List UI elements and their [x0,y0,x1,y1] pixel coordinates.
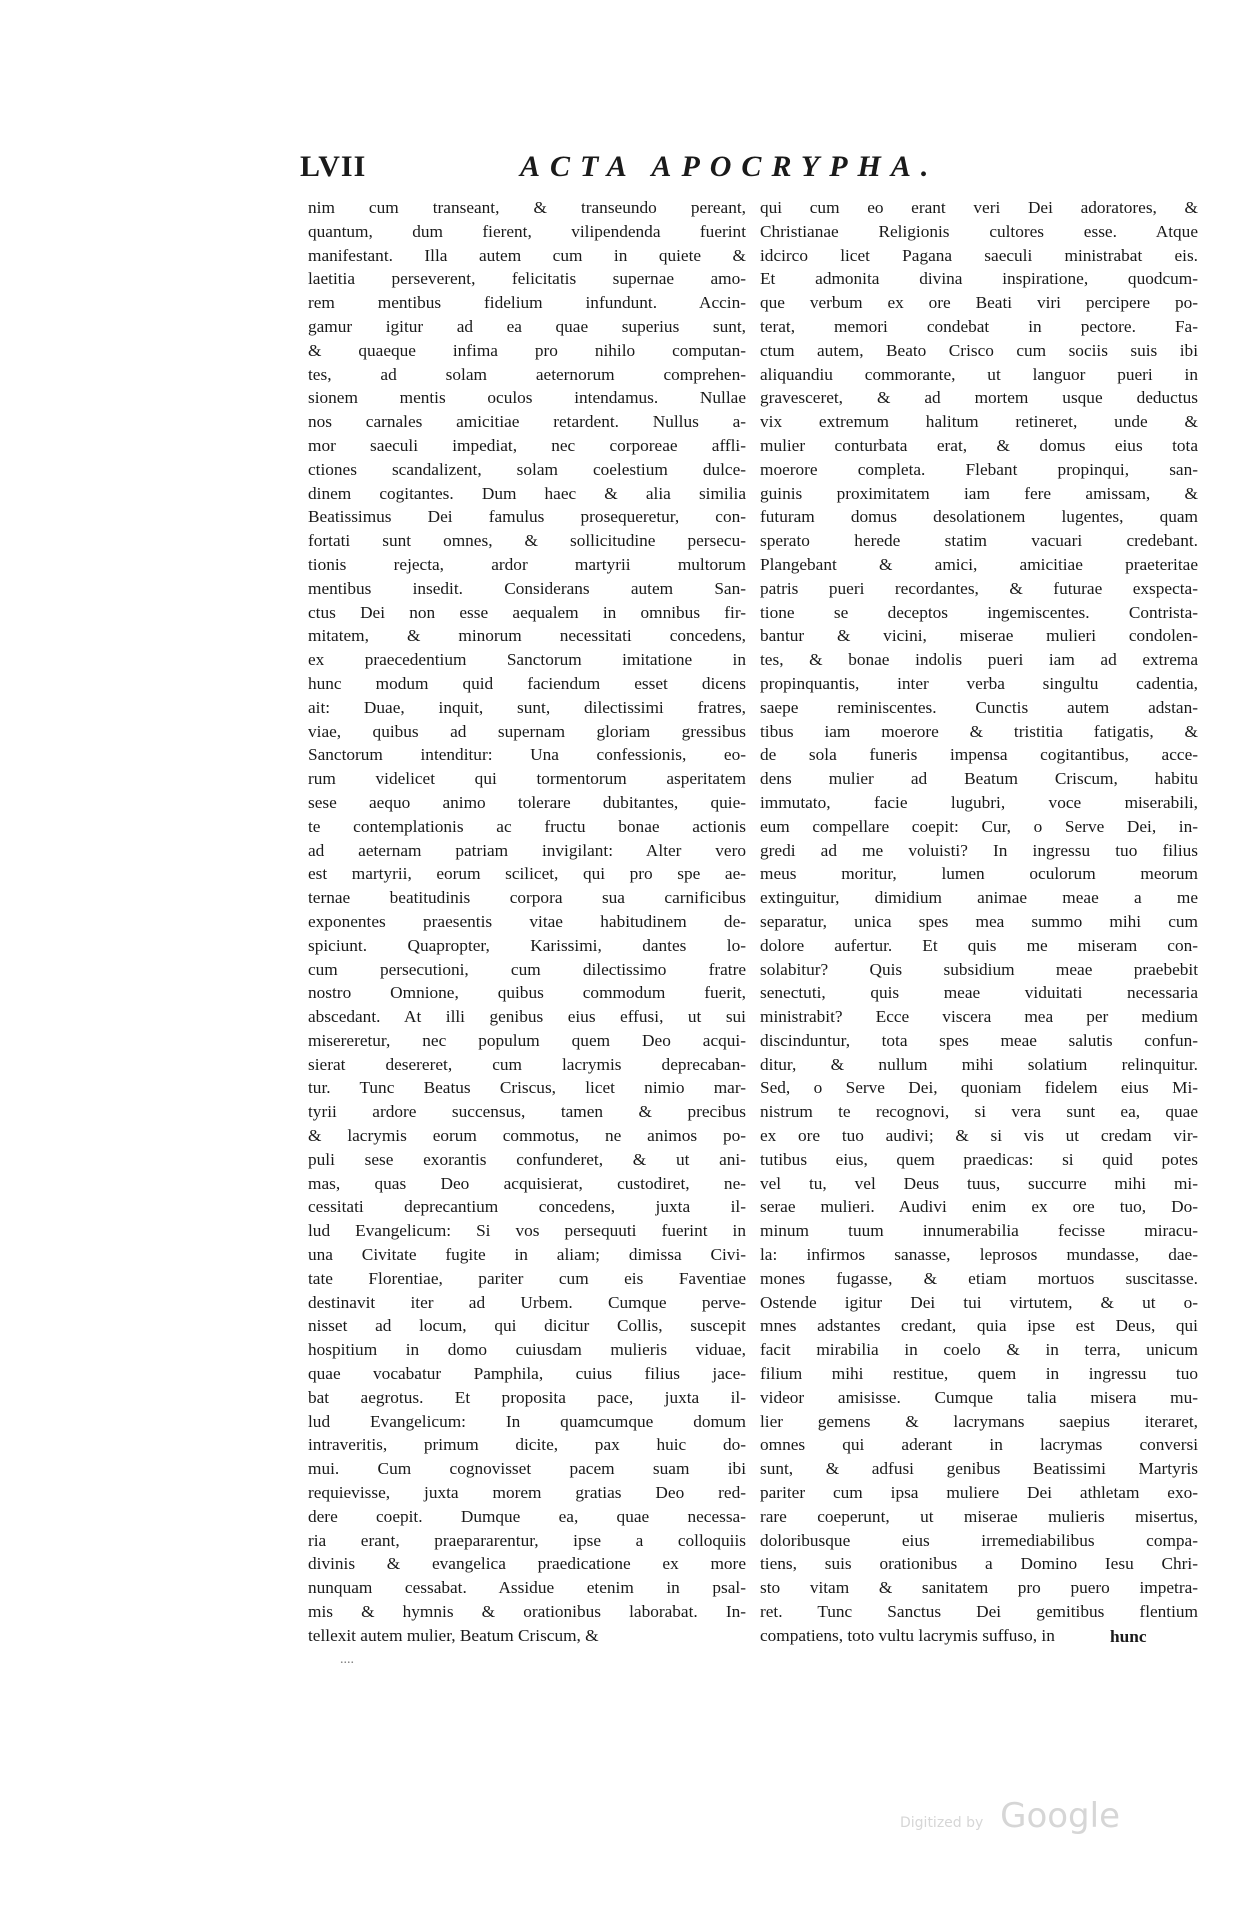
text-line: gredi ad me voluisti? In ingressu tuo filius [760,840,1198,860]
text-line: de sola funeris impensa cogitantibus, acce- [760,745,1198,765]
text-line: mitatem, & minorum necessitati concedens, [308,626,746,646]
text-line: destinavit iter ad Urbem. Cumque perve- [308,1292,746,1312]
text-line: sto vitam & sanitatem pro puero impetra- [760,1578,1198,1598]
text-line: tur. Tunc Beatus Criscus, licet nimio mar- [308,1078,746,1098]
text-line: Et admonita divina inspiratione, quodcum- [760,269,1198,289]
text-line: Ostende igitur Dei tui virtutem, & ut o- [760,1292,1198,1312]
text-line: aliquandiu commorante, ut languor pueri in [760,364,1198,384]
text-line: filium mihi restitue, quem in ingressu tuo [760,1364,1198,1384]
text-line: saepe reminiscentes. Cunctis autem adstan- [760,697,1198,717]
text-line: patris pueri recordantes, & futurae exspecta- [760,578,1198,598]
watermark-prefix: Digitized by [900,1815,984,1831]
text-line: mulier conturbata erat, & domus eius tota [760,435,1198,455]
text-line: meus moritur, lumen oculorum meorum [760,864,1198,884]
text-line: facit mirabilia in coelo & in terra, unicum [760,1340,1198,1360]
text-line: sperato herede statim vacuari credebant. [760,531,1198,551]
text-line: gravesceret, & ad mortem usque deductus [760,388,1198,408]
text-line: mor saeculi impediat, nec corporeae affli- [308,435,746,455]
text-line: rem mentibus fidelium infundunt. Accin- [308,293,746,313]
catchword: hunc [1110,1627,1147,1646]
text-line: viae, quibus ad supernam gloriam gressibus [308,721,746,741]
text-line: requievisse, juxta morem gratias Deo red- [308,1483,746,1503]
text-line: est martyrii, eorum scilicet, qui pro spe ae- [308,864,746,884]
text-line: Sed, o Serve Dei, quoniam fidelem eius Mi- [760,1078,1198,1098]
text-line: videor amisisse. Cumque talia misera mu- [760,1387,1198,1407]
text-line: nunquam cessabat. Assidue etenim in psal- [308,1578,746,1598]
text-line: moerore completa. Flebant propinqui, san- [760,459,1198,479]
text-line: & lacrymis eorum commotus, ne animos po- [308,1126,746,1146]
text-line: la: infirmos sanasse, leprosos mundasse, dae- [760,1245,1198,1265]
text-line: ternae beatitudinis corpora sua carnificibus [308,888,746,908]
text-line: sese aequo animo tolerare dubitantes, quie- [308,792,746,812]
text-line: bantur & vicini, miserae mulieri condolen- [760,626,1198,646]
text-line: Plangebant & amici, amicitiae praeteritae [760,554,1198,574]
text-line: nos carnales amicitiae retardent. Nullus a- [308,412,746,432]
text-line: minum tuum innumerabilia fecisse miracu- [760,1221,1198,1241]
text-line: Christianae Religionis cultores esse. Atque [760,221,1198,241]
text-line: guinis proximitatem iam fere amissam, & [760,483,1198,503]
text-line: sunt, & adfusi genibus Beatissimi Martyris [760,1459,1198,1479]
text-line: nistrum te recognovi, si vera sunt ea, quae [760,1102,1198,1122]
text-line: manifestant. Illa autem cum in quiete & [308,245,746,265]
text-line: quae vocabatur Pamphila, cuius filius jace- [308,1364,746,1384]
text-line: spiciunt. Quapropter, Karissimi, dantes lo- [308,935,746,955]
text-line: dere coepit. Dumque ea, quae necessa- [308,1506,746,1526]
text-line: eum compellare coepit: Cur, o Serve Dei, in- [760,816,1198,836]
text-line: ait: Duae, inquit, sunt, dilectissimi fratres, [308,697,746,717]
text-line: abscedant. At illi genibus eius effusi, ut sui [308,1007,746,1027]
text-line: rare coeperunt, ut miserae mulieris misertus, [760,1506,1198,1526]
text-line: cum persecutioni, cum dilectissimo fratre [308,959,746,979]
text-line: & quaeque infima pro nihilo computan- [308,340,746,360]
text-line: lud Evangelicum: In quamcumque domum [308,1411,746,1431]
text-line: Beatissimus Dei famulus prosequeretur, con- [308,507,746,527]
text-line: tiens, suis orationibus a Domino Iesu Chri- [760,1554,1198,1574]
text-line: intraveritis, primum dicite, pax huic do- [308,1435,746,1455]
text-line: solabitur? Quis subsidium meae praebebit [760,959,1198,979]
text-line: mones fugasse, & etiam mortuos suscitasse. [760,1268,1198,1288]
text-line: que verbum ex ore Beati viri percipere po- [760,293,1198,313]
text-line: ctiones scandalizent, solam coelestium dulce- [308,459,746,479]
text-line: nim cum transeant, & transeundo pereant, [308,198,746,217]
text-line: vix extremum halitum retineret, unde & [760,412,1198,432]
text-line: lud Evangelicum: Si vos persequuti fuerint in [308,1221,746,1241]
text-line: compatiens, toto vultu lacrymis suffuso, in [760,1625,1055,1645]
text-line: nisset ad locum, qui dicitur Collis, suscepit [308,1316,746,1336]
text-line: omnes qui aderant in lacrymas conversi [760,1435,1198,1455]
footer-mark: .... [340,1652,354,1667]
text-line: dolore aufertur. Et quis me miseram con- [760,935,1198,955]
text-line: ditur, & nullum mihi solatium relinquitur. [760,1054,1198,1074]
right-text-column [760,196,1198,1648]
text-line: mis & hymnis & orationibus laborabat. In- [308,1602,746,1622]
text-line: sierat desereret, cum lacrymis deprecaban- [308,1054,746,1074]
page-number: LVII [300,150,367,183]
text-line: terat, memori condebat in pectore. Fa- [760,316,1198,336]
text-line: hospitium in domo cuiusdam mulieris viduae, [308,1340,746,1360]
running-title: ACTA APOCRYPHA. [520,150,939,183]
text-line: tibus iam moerore & tristitia fatigatis, & [760,721,1198,741]
text-line: ministrabit? Ecce viscera mea per medium [760,1007,1198,1027]
text-line: ctus Dei non esse aequalem in omnibus fir- [308,602,746,622]
text-line: misereretur, nec populum quem Deo acqui- [308,1030,746,1050]
text-line: lier gemens & lacrymans saepius iteraret, [760,1411,1198,1431]
text-line: exponentes praesentis vitae habitudinem de- [308,911,746,931]
text-line: ria erant, praepararentur, ipse a colloquiis [308,1530,746,1550]
text-line: immutato, facie lugubri, voce miserabili, [760,792,1198,812]
text-line: tes, ad solam aeternorum comprehen- [308,364,746,384]
text-line: puli sese exorantis confunderet, & ut ani- [308,1149,746,1169]
text-line: tutibus eius, quem praedicas: si quid potes [760,1149,1198,1169]
text-line: quantum, dum fierent, vilipendenda fuerint [308,221,746,241]
digitization-watermark [900,1796,1120,1836]
page-header [300,150,1200,190]
text-line: sionem mentis oculos intendamus. Nullae [308,388,746,408]
text-line: rum videlicet qui tormentorum asperitatem [308,769,746,789]
text-line: vel tu, vel Deus tuus, succurre mihi mi- [760,1173,1198,1193]
text-line: fortati sunt omnes, & sollicitudine persecu- [308,531,746,551]
text-line: divinis & evangelica praedicatione ex more [308,1554,746,1574]
text-line: serae mulieri. Audivi enim ex ore tuo, Do- [760,1197,1198,1217]
left-text-column [308,196,746,1648]
text-line: ex ore tuo audivi; & si vis ut credam vir- [760,1126,1198,1146]
text-line: nostro Omnione, quibus commodum fuerit, [308,983,746,1003]
text-line: dens mulier ad Beatum Criscum, habitu [760,769,1198,789]
text-line: tes, & bonae indolis pueri iam ad extrema [760,650,1198,670]
text-line: doloribusque eius irremediabilibus compa- [760,1530,1198,1550]
text-line: mentibus insedit. Considerans autem San- [308,578,746,598]
text-line: laetitia perseverent, felicitatis supernae amo- [308,269,746,289]
text-line: una Civitate fugite in aliam; dimissa Civi- [308,1245,746,1265]
text-line: tione se deceptos ingemiscentes. Contrista- [760,602,1198,622]
watermark-brand: Google [1000,1796,1121,1836]
text-line: tyrii ardore succensus, tamen & precibus [308,1102,746,1122]
text-line: qui cum eo erant veri Dei adoratores, & [760,198,1198,217]
text-line: propinquantis, inter verba singultu cadentia, [760,673,1198,693]
text-line: idcirco licet Pagana saeculi ministrabat eis. [760,245,1198,265]
text-line: ad aeternam patriam invigilant: Alter vero [308,840,746,860]
text-line: pariter cum ipsa muliere Dei athletam exo- [760,1483,1198,1503]
text-line: mui. Cum cognovisset pacem suam ibi [308,1459,746,1479]
text-line: gamur igitur ad ea quae superius sunt, [308,316,746,336]
text-line: futuram domus desolationem lugentes, quam [760,507,1198,527]
text-line: ret. Tunc Sanctus Dei gemitibus flentium [760,1602,1198,1622]
text-line: tate Florentiae, pariter cum eis Faventiae [308,1268,746,1288]
text-line: bat aegrotus. Et proposita pace, juxta il- [308,1387,746,1407]
text-line: separatur, unica spes mea summo mihi cum [760,911,1198,931]
text-line: dinem cogitantes. Dum haec & alia similia [308,483,746,503]
text-line: ex praecedentium Sanctorum imitatione in [308,650,746,670]
text-line: ctum autem, Beato Crisco cum sociis suis ibi [760,340,1198,360]
text-line: Sanctorum intenditur: Una confessionis, eo- [308,745,746,765]
text-line: senectuti, quis meae viduitati necessaria [760,983,1198,1003]
text-line: extinguitur, dimidium animae meae a me [760,888,1198,908]
text-line: cessitati deprecantium concedens, juxta il- [308,1197,746,1217]
text-line: tionis rejecta, ardor martyrii multorum [308,554,746,574]
text-line: te contemplationis ac fructu bonae actionis [308,816,746,836]
text-line: discinduntur, tota spes meae salutis confun- [760,1030,1198,1050]
text-line: mnes adstantes credant, quia ipse est Deus, qui [760,1316,1198,1336]
text-line: tellexit autem mulier, Beatum Criscum, & [308,1625,599,1645]
text-line: hunc modum quid faciendum esset dicens [308,673,746,693]
text-line: mas, quas Deo acquisierat, custodiret, ne- [308,1173,746,1193]
